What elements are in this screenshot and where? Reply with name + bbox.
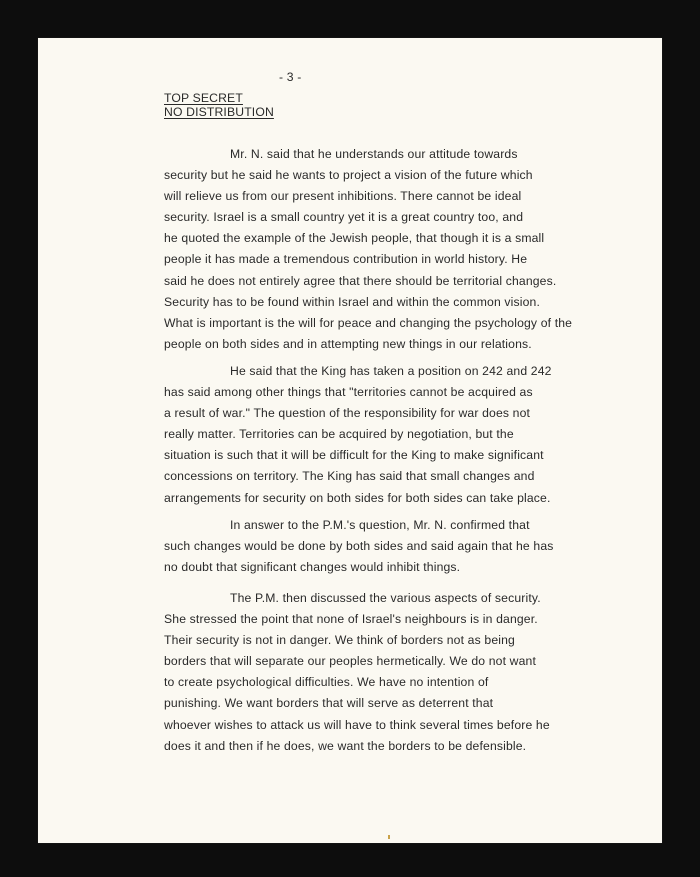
text-line: arrangements for security on both sides for both sides can take place. (164, 490, 551, 505)
page-number: - 3 - (279, 70, 302, 84)
text-line: concessions on territory. The King has said that small changes and (164, 469, 535, 484)
text-line: punishing. We want borders that will serve as deterrent that (164, 696, 494, 711)
paragraph-1 (164, 144, 572, 355)
paragraph-3 (164, 515, 554, 578)
text-line: security. Israel is a small country yet it is a great country too, and (164, 210, 524, 225)
paper-speck (388, 835, 390, 839)
text-line: situation is such that it will be difficult for the King to make significant (164, 448, 544, 463)
text-line: security but he said he wants to project a vision of the future which (164, 168, 533, 183)
text-line: a result of war." The question of the responsibility for war does not (164, 406, 531, 421)
text-line: people it has made a tremendous contribution in world history. He (164, 252, 528, 267)
text-line: people on both sides and in attempting new things in our relations. (164, 336, 532, 351)
text-line: Mr. N. said that he understands our attitude towards (230, 147, 518, 161)
classification-top-secret: TOP SECRET (164, 91, 243, 105)
text-line: no doubt that significant changes would inhibit things. (164, 560, 461, 575)
text-line: The P.M. then discussed the various aspects of security. (230, 591, 541, 605)
text-line: said he does not entirely agree that there should be territorial changes. (164, 273, 557, 288)
text-line: In answer to the P.M.'s question, Mr. N. confirmed that (230, 518, 530, 532)
text-line: Security has to be found within Israel and within the common vision. (164, 294, 541, 309)
text-line: he quoted the example of the Jewish people, that though it is a small (164, 231, 545, 246)
paragraph-4 (164, 588, 550, 757)
text-line: has said among other things that "territories cannot be acquired as (164, 385, 533, 400)
text-line: Their security is not in danger. We think of borders not as being (164, 633, 515, 648)
text-line: He said that the King has taken a position on 242 and 242 (230, 364, 552, 378)
text-line: does it and then if he does, we want the borders to be defensible. (164, 738, 527, 753)
text-line: to create psychological difficulties. We have no intention of (164, 675, 489, 690)
text-line: really matter. Territories can be acquired by negotiation, but the (164, 427, 514, 442)
text-line: What is important is the will for peace and changing the psychology of the (164, 315, 573, 330)
text-line: borders that will separate our peoples hermetically. We do not want (164, 654, 537, 669)
paragraph-2 (164, 361, 552, 509)
classification-no-distribution: NO DISTRIBUTION (164, 105, 274, 119)
document-page (38, 38, 662, 843)
text-line: She stressed the point that none of Israel's neighbours is in danger. (164, 612, 538, 627)
text-line: will relieve us from our present inhibitions. There cannot be ideal (164, 189, 522, 204)
text-line: such changes would be done by both sides and said again that he has (164, 539, 554, 554)
text-line: whoever wishes to attack us will have to think several times before he (164, 717, 550, 732)
